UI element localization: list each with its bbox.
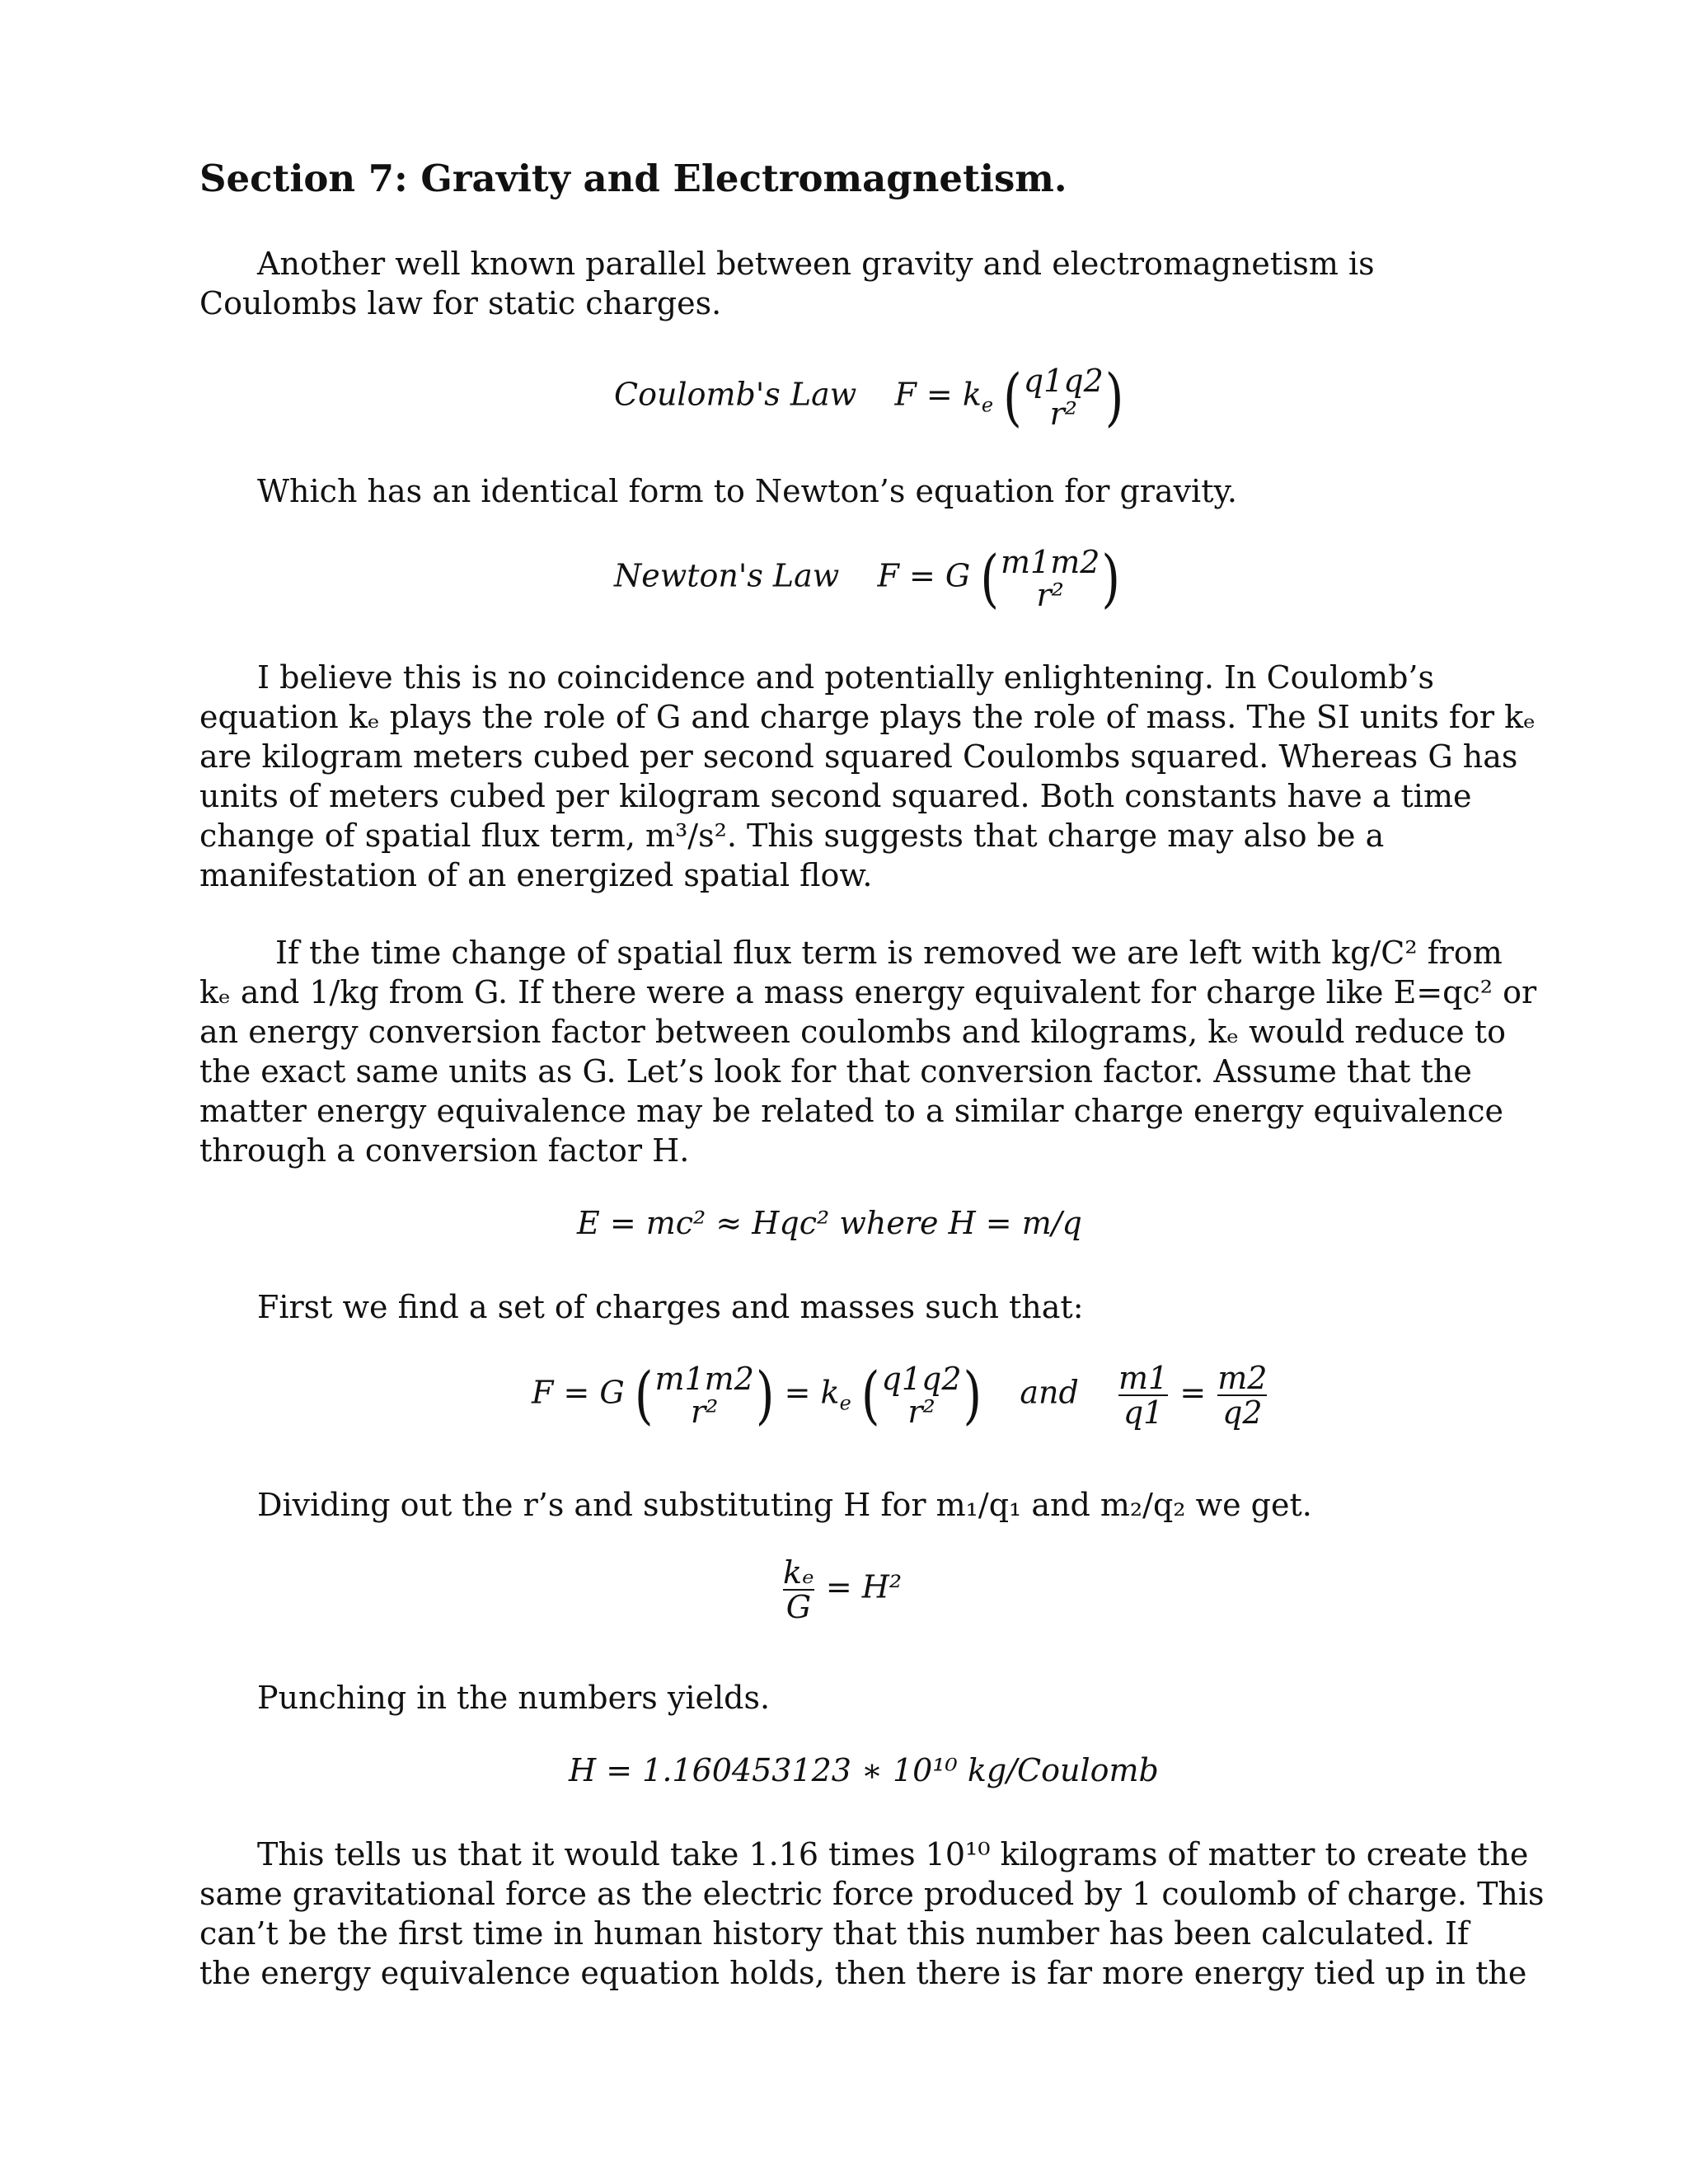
denominator: r² <box>1049 396 1077 432</box>
subscript: e <box>981 393 994 417</box>
text-line: are kilogram meters cubed per second squared Coulombs squared. Whereas G has <box>199 738 1518 775</box>
numerator: q1q2 <box>881 1361 962 1397</box>
numerator: m2 <box>1217 1360 1268 1396</box>
fraction <box>1024 364 1104 430</box>
equation-coulombs-law <box>614 360 1124 434</box>
text-line: Dividing out the r’s and substituting H for m₁/q₁ and m₂/q₂ we get. <box>257 1487 1312 1523</box>
text-line: Another well known parallel between gravity and electromagnetism is <box>257 246 1375 282</box>
equation-newtons-law <box>614 541 1121 616</box>
paragraph-coincidence <box>199 658 1536 895</box>
numerator: kₑ <box>783 1554 814 1591</box>
text-line: through a conversion factor H. <box>199 1132 690 1169</box>
numerator: m1 <box>1118 1360 1169 1396</box>
paragraph-conclusion <box>199 1835 1545 1993</box>
equation-label: Coulomb's Law <box>614 376 857 413</box>
denominator: q2 <box>1222 1394 1263 1431</box>
numerator: q1q2 <box>1023 363 1104 399</box>
open-paren: ( <box>860 1358 880 1432</box>
open-paren: ( <box>980 541 999 616</box>
open-paren: ( <box>1003 360 1022 434</box>
equation-equals: = <box>1179 1374 1207 1411</box>
close-paren: ) <box>963 1358 982 1432</box>
paragraph-newton-intro <box>199 471 1502 511</box>
equation-lhs: F = k <box>894 376 982 413</box>
fraction <box>1217 1361 1267 1429</box>
text-line: the energy equivalence equation holds, then there is far more energy tied up in the <box>199 1955 1527 1991</box>
text-line: If the time change of spatial flux term is removed we are left with kg/C² from <box>275 935 1503 971</box>
denominator: r² <box>907 1394 935 1430</box>
text-line: change of spatial flux term, m³/s². This suggests that charge may also be a <box>199 818 1385 854</box>
text-line: This tells us that it would take 1.16 times 10¹⁰ kilograms of matter to create the <box>257 1836 1529 1872</box>
section-heading: Section 7: Gravity and Electromagnetism. <box>199 157 1067 200</box>
paragraph-intro <box>199 244 1502 323</box>
paragraph-conversion-factor <box>199 933 1537 1170</box>
equation-energy-equivalence: E = mc² ≈ Hqc² where H = m/q <box>577 1205 1082 1241</box>
text-line: can’t be the first time in human history that this number has been calculated. If <box>199 1915 1470 1952</box>
equation-mid: = k <box>784 1374 840 1411</box>
equation-force-equality <box>532 1358 1268 1432</box>
text-line: equation kₑ plays the role of G and charge plays the role of mass. The SI units for kₑ <box>199 699 1536 735</box>
paragraph-first-find <box>199 1287 1502 1327</box>
fraction <box>1118 1361 1168 1429</box>
fraction <box>654 1362 753 1428</box>
fraction <box>783 1556 814 1624</box>
equation-h-value: H = 1.160453123 ∗ 10¹⁰ kg/Coulomb <box>569 1752 1159 1788</box>
text-line: kₑ and 1/kg from G. If there were a mass energy equivalent for charge like E=qc² or <box>199 974 1537 1010</box>
denominator: r² <box>1036 577 1064 613</box>
denominator: G <box>785 1589 812 1625</box>
equation-label: Newton's Law <box>614 557 840 594</box>
denominator: r² <box>690 1394 719 1430</box>
text-line: Punching in the numbers yields. <box>257 1680 771 1716</box>
numerator: m1m2 <box>1001 544 1100 580</box>
subscript: e <box>839 1391 851 1415</box>
numerator: m1m2 <box>654 1361 754 1397</box>
text-line: First we find a set of charges and masses such that: <box>257 1289 1084 1325</box>
paragraph-dividing <box>199 1485 1502 1525</box>
close-paren: ) <box>1104 360 1124 434</box>
paragraph-punching <box>199 1678 1502 1718</box>
equation-lhs: F = G <box>532 1374 625 1411</box>
text-line: I believe this is no coincidence and potentially enlightening. In Coulomb’s <box>257 659 1435 696</box>
fraction <box>1001 546 1100 612</box>
text-line: an energy conversion factor between coulombs and kilograms, kₑ would reduce to <box>199 1014 1506 1050</box>
equation-ke-over-g <box>781 1556 902 1624</box>
fraction <box>882 1362 962 1428</box>
text-line: Which has an identical form to Newton’s equation for gravity. <box>257 473 1237 509</box>
text-line: Coulombs law for static charges. <box>199 285 722 321</box>
text-line: units of meters cubed per kilogram second squared. Both constants have a time <box>199 778 1472 814</box>
text-line: manifestation of an energized spatial flow. <box>199 857 873 893</box>
equation-rhs: = H² <box>825 1568 903 1605</box>
close-paren: ) <box>755 1358 775 1432</box>
open-paren: ( <box>634 1358 654 1432</box>
text-line: the exact same units as G. Let’s look for that conversion factor. Assume that the <box>199 1053 1472 1090</box>
equation-lhs: F = G <box>877 557 971 594</box>
text-line: same gravitational force as the electric force produced by 1 coulomb of charge. This <box>199 1876 1545 1912</box>
close-paren: ) <box>1101 541 1121 616</box>
equation-and: and <box>1020 1374 1079 1411</box>
text-line: matter energy equivalence may be related to a similar charge energy equivalence <box>199 1093 1503 1129</box>
denominator: q1 <box>1123 1394 1164 1431</box>
